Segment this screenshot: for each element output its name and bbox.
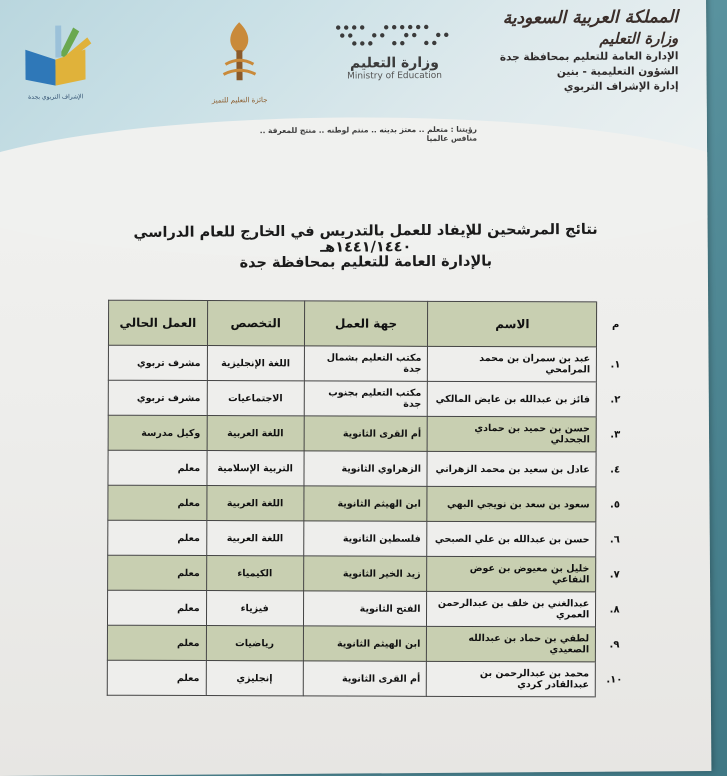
cell-work: أم القرى الثانوية	[304, 416, 428, 451]
table-row	[107, 625, 633, 662]
cell-name: سعود بن سعد بن نويجي البهي	[427, 486, 596, 522]
cell-job: معلم	[108, 520, 207, 555]
document-subtitle: بالإدارة العامة للتعليم بمحافظة جدة	[239, 253, 493, 272]
cell-name: خليل بن معيوض بن عوض النفاعي	[427, 556, 596, 592]
cell-work: مكتب التعليم بشمال جدة	[304, 346, 428, 381]
supervision-logo	[10, 19, 101, 101]
cell-num: ٦.	[596, 522, 633, 557]
table-row	[108, 555, 634, 592]
results-table	[107, 300, 634, 698]
table-row	[108, 415, 634, 452]
cell-num: ٢.	[596, 382, 633, 417]
vision-statement: رؤيتنا : متعلم .. معتز بدينه .. منتم لوطنه .. منتج للمعرفة .. منافس عالميا	[259, 124, 478, 143]
cell-name: عادل بن سعيد بن محمد الزهراني	[427, 451, 596, 487]
cell-num: ٧.	[596, 557, 633, 592]
cell-name: عبدالغني بن خلف بن عبدالرحمن العمري	[427, 591, 596, 627]
cell-job: معلم	[107, 625, 206, 660]
cell-job: وكيل مدرسة	[108, 415, 207, 450]
cell-work: أم القرى الثانوية	[303, 661, 427, 696]
cell-name: حسن بن حميد بن حمادي الجحدلي	[428, 416, 597, 452]
cell-name: عبد بن سمران بن محمد المرامحي	[428, 346, 597, 382]
kingdom-header	[488, 7, 679, 93]
cell-job: مشرف تربوي	[108, 345, 207, 380]
kingdom-title: المملكة العربية السعودية	[502, 7, 679, 29]
cell-num: ٥.	[596, 487, 633, 522]
cell-num: ١.	[597, 347, 634, 382]
cell-name: حسن بن عبدالله بن علي الصبحي	[427, 521, 596, 557]
cell-spec: رياضيات	[206, 626, 303, 661]
cell-spec: اللغة العربية	[206, 486, 303, 521]
cell-name: فائز بن عبدالله بن عايض المالكي	[428, 381, 597, 417]
ministry-logo	[324, 23, 464, 82]
supervision-caption: الإشراف التربوي بجدة	[28, 93, 84, 101]
cell-job: معلم	[108, 555, 207, 590]
cell-job: معلم	[108, 485, 207, 520]
open-book-icon	[15, 19, 95, 90]
department: إدارة الإشراف التربوي	[563, 80, 679, 94]
table-row	[108, 380, 634, 417]
cell-spec: اللغة العربية	[206, 521, 303, 556]
cell-job: معلم	[107, 660, 206, 695]
document-title: نتائج المرشحين للإيفاد للعمل بالتدريس في الخارج للعام الدراسي ١٤٤١/١٤٤٠هـ	[133, 221, 598, 256]
cell-num: ٩.	[596, 627, 633, 662]
award-caption: جائزة التعليم للتميز	[211, 96, 268, 105]
cell-spec: التربية الإسلامية	[207, 451, 304, 486]
table-row	[107, 590, 633, 627]
cell-work: مكتب التعليم بجنوب جدة	[304, 381, 428, 416]
cell-work: زيد الخير الثانوية	[303, 556, 427, 591]
cell-spec: الاجتماعيات	[207, 381, 304, 416]
directorate: الإدارة العامة للتعليم بمحافظة جدة	[499, 50, 679, 64]
ministry-name-en: Ministry of Education	[347, 70, 443, 82]
cell-num: ٣.	[596, 417, 633, 452]
affairs: الشؤون التعليمية - بنين	[556, 65, 679, 79]
table-row	[108, 485, 634, 522]
cell-work: الفتح الثانوية	[303, 591, 427, 626]
cell-num: ٨.	[596, 592, 633, 627]
table-row	[108, 520, 634, 557]
award-emblem-icon	[219, 20, 259, 90]
ministry-script: وزارة التعليم	[599, 29, 679, 48]
table-row	[108, 345, 634, 382]
cell-job: مشرف تربوي	[108, 380, 207, 415]
cell-spec: الكيمياء	[206, 556, 303, 591]
cell-spec: فيزياء	[206, 591, 303, 626]
ministry-dots-icon	[334, 23, 454, 52]
cell-spec: اللغة العربية	[207, 416, 304, 451]
cell-job: معلم	[108, 450, 207, 485]
table-row	[107, 660, 633, 697]
cell-work: فلسطين الثانوية	[303, 521, 427, 556]
cell-work: ابن الهيثم الثانوية	[303, 486, 427, 521]
cell-num: ١٠.	[595, 662, 632, 697]
header-job: العمل الحالي	[108, 300, 207, 345]
cell-job: معلم	[107, 590, 206, 625]
cell-spec: اللغة الإنجليزية	[207, 346, 304, 381]
award-logo	[204, 20, 275, 104]
table-row	[108, 450, 634, 487]
cell-num: ٤.	[596, 452, 633, 487]
cell-name: محمد بن عبدالرحمن بن عبدالقادر كردي	[427, 661, 596, 697]
header-name: الاسم	[428, 301, 597, 347]
cell-work: الزهراوي الثانوية	[304, 451, 428, 486]
header-spec: التخصص	[207, 301, 304, 346]
ministry-name-ar: وزارة التعليم	[349, 54, 439, 72]
header-num: م	[597, 302, 634, 347]
header-work: جهة العمل	[304, 301, 428, 346]
cell-spec: إنجليزي	[206, 661, 303, 696]
table-header-row	[108, 300, 634, 347]
cell-name: لطفي بن حماد بن عبدالله الصعيدي	[427, 626, 596, 662]
cell-work: ابن الهيثم الثانوية	[303, 626, 427, 661]
